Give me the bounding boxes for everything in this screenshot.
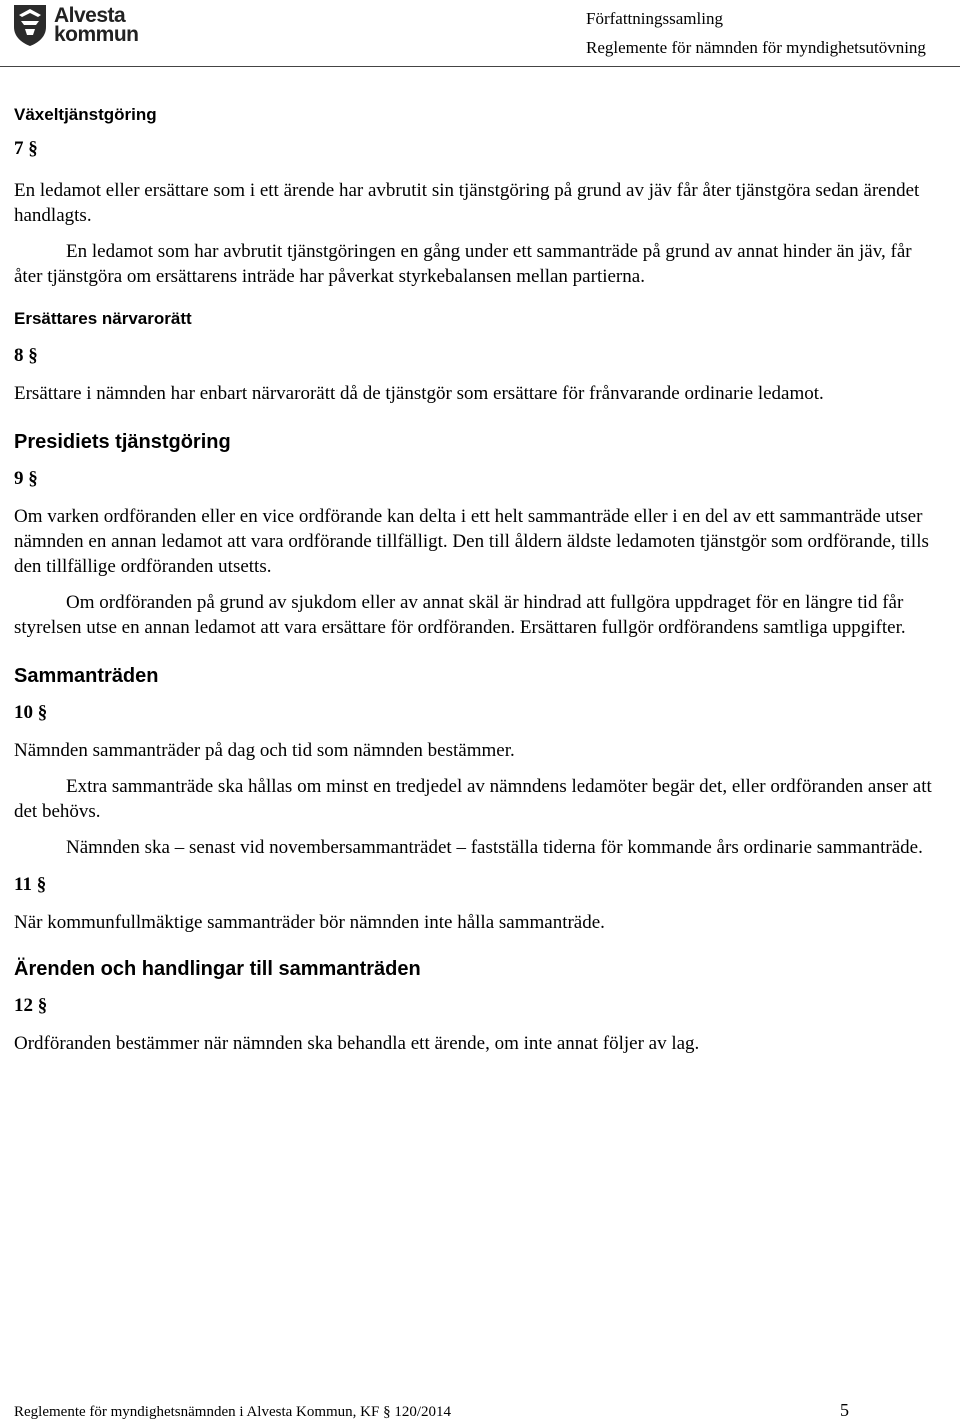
- paragraph-number: 12 §: [14, 995, 48, 1016]
- paragraph-text: När kommunfullmäktige sammanträder bör nämnden inte hålla sammanträde.: [14, 912, 605, 933]
- paragraph-text: Nämnden sammanträder på dag och tid som nämnden bestämmer.: [14, 740, 515, 761]
- coat-of-arms-icon: [12, 3, 48, 47]
- footer-text: Reglemente för myndighetsnämnden i Alvesta Kommun, KF § 120/2014: [14, 1404, 452, 1420]
- logo-line-2: kommun: [54, 23, 139, 46]
- header-titles: [586, 4, 946, 62]
- paragraph-number: 10 §: [14, 702, 48, 723]
- municipality-logo: [12, 3, 142, 49]
- section-heading: Ersättares närvarorätt: [14, 309, 192, 328]
- paragraph-text: Ersättare i nämnden har enbart närvarorätt då de tjänstgör som ersättare för frånvarande ordinarie ledamot.: [14, 383, 824, 404]
- paragraph-text: Om ordföranden på grund av sjukdom eller av annat skäl är hindrad att fullgöra uppdraget för en längre tid får styrelsen utse en annan ledamot att vara ersättare för ordföranden. Ersättaren fullgör ordförandens samtliga uppgifter.: [14, 592, 906, 638]
- section-heading: Sammanträden: [14, 665, 159, 687]
- paragraph-text: Om varken ordföranden eller en vice ordförande kan delta i ett helt sammanträde eller i en del av ett sammanträde utser nämnden en annan ledamot att vara ordförande tillfälligt. Den till åldern äldste ledamoten tjänstgör som ordförande, tills den tillfällige ordföranden utsetts.: [14, 506, 929, 577]
- paragraph-number: 9 §: [14, 468, 38, 489]
- page-number: 5: [840, 1400, 849, 1420]
- paragraph-text: En ledamot som har avbrutit tjänstgöringen en gång under ett sammanträde på grund av annat hinder än jäv, får åter tjänstgöra om ersättarens inträde har påverkat styrkebalansen mellan partierna.: [14, 241, 912, 287]
- paragraph-text: Ordföranden bestämmer när nämnden ska behandla ett ärende, om inte annat följer av lag.: [14, 1033, 700, 1054]
- paragraph-number: 7 §: [14, 138, 38, 159]
- logo-wordmark: [54, 6, 139, 44]
- section-heading: Växeltjänstgöring: [14, 105, 157, 124]
- paragraph-text: Nämnden ska – senast vid novembersammanträdet – fastställa tiderna för kommande års ordinarie sammanträde.: [66, 837, 923, 858]
- paragraph-text: Extra sammanträde ska hållas om minst en tredjedel av nämndens ledamöter begär det, eller ordföranden anser att det behövs.: [14, 776, 932, 822]
- document-title: Reglemente för nämnden för myndighetsutövning: [586, 38, 926, 57]
- logo-line-1: Alvesta: [54, 4, 126, 27]
- section-heading: Ärenden och handlingar till sammanträden: [14, 958, 421, 980]
- paragraph-text: En ledamot eller ersättare som i ett ärende har avbrutit sin tjänstgöring på grund av jäv får åter tjänstgöra sedan ärendet handlagts.: [14, 180, 920, 226]
- document-body: [14, 100, 944, 1056]
- page-header: [0, 0, 960, 68]
- paragraph-number: 11 §: [14, 874, 47, 895]
- document-collection-title: Författningssamling: [586, 9, 723, 28]
- paragraph-number: 8 §: [14, 345, 38, 366]
- section-7-heading-row: [14, 100, 944, 128]
- header-divider: [0, 66, 960, 67]
- section-heading: Presidiets tjänstgöring: [14, 431, 231, 453]
